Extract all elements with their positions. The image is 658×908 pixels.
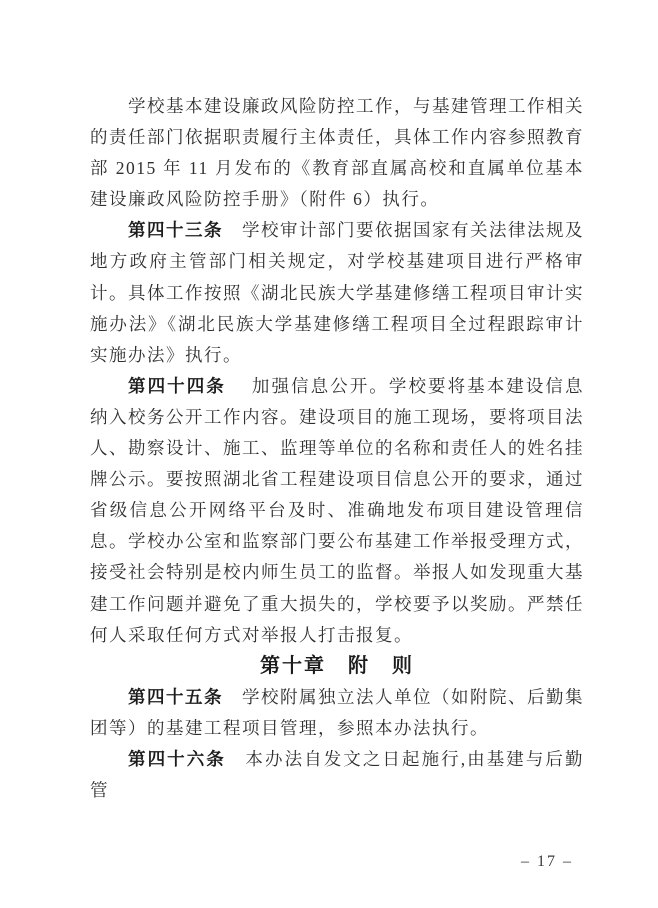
page-number: – 17 – (521, 853, 573, 870)
paragraph-risk-control (90, 91, 584, 215)
article-term: 第四十三条 (128, 220, 223, 241)
article-term: 第四十四条 (128, 375, 226, 396)
paragraph-article-43 (90, 215, 584, 370)
paragraph-text: 学校附属独立法人单位（如附院、后勤集团等）的基建工程项目管理，参照本办法执行。 (90, 686, 584, 738)
paragraph-article-45 (90, 682, 584, 744)
paragraph-text: 本办法自发文之日起施行,由基建与后勤管 (90, 748, 585, 801)
paragraph-text: 加强信息公开。学校要将基本建设信息纳入校务公开工作内容。建设项目的施工现场，要将项目法人、勘察设计、施工、监理等单位的名称和责任人的姓名挂牌公示。要按照湖北省工程建设项目信息公开的要求，通过省级信息公开网络平台及时、准确地发布项目建设管理信息。学校办公室和监察部门要公布基建工作举报受理方式，接受社会特别是校内师生员工的监督。举报人如发现重大基建工作问题并避免了重大损失的，学校要予以奖励。严禁任何人采取任何方式对举报人打击报复。 (90, 375, 585, 645)
paragraph-article-46 (90, 744, 584, 806)
document-body (90, 91, 584, 806)
paragraph-text: 学校审计部门要依据国家有关法律法规及地方政府主管部门相关规定，对学校基建项目进行严格审计。具体工作按照《湖北民族大学基建修缮工程项目审计实施办法》《湖北民族大学基建修缮工程项目全过程跟踪审计实施办法》执行。 (90, 220, 584, 365)
paragraph-text: 学校基本建设廉政风险防控工作，与基建管理工作相关的责任部门依据职责履行主体责任，具体工作内容参照教育部 2015 年 11 月发布的《教育部直属高校和直属单位基本建设廉政风险防控手册》（附件 6）执行。 (90, 96, 584, 210)
article-term: 第四十五条 (128, 686, 223, 707)
chapter-heading: 第十章 附 则 (260, 654, 414, 677)
article-term: 第四十六条 (128, 748, 226, 769)
paragraph-article-44 (90, 371, 584, 651)
